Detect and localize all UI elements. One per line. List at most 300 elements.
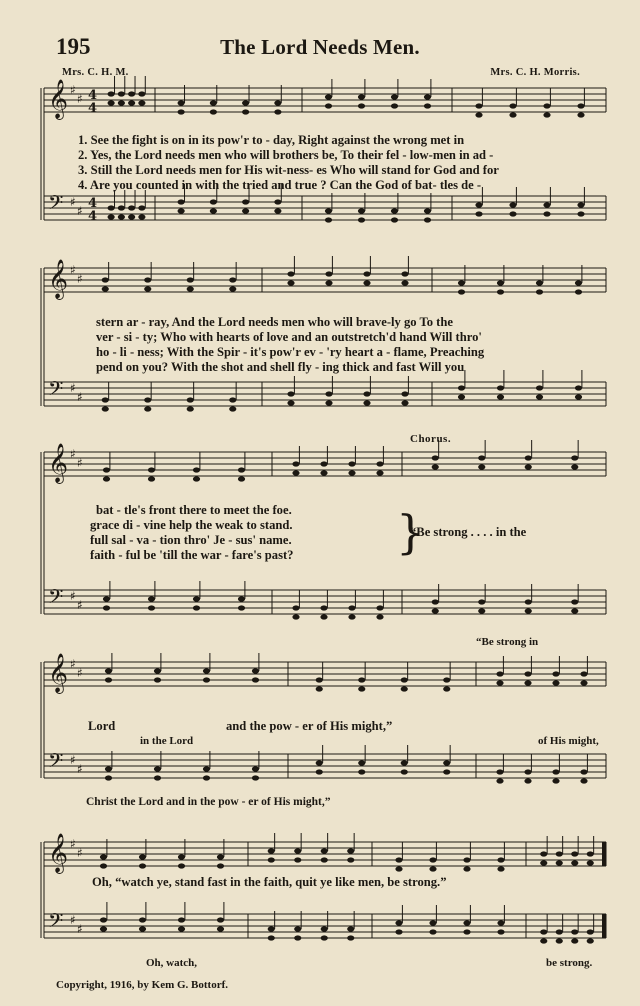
notehead xyxy=(478,608,485,613)
bass-clef-icon: 𝄢 xyxy=(48,585,64,613)
notehead xyxy=(242,109,249,114)
notehead xyxy=(556,851,563,856)
notehead xyxy=(178,926,185,931)
notehead xyxy=(401,686,408,691)
notehead xyxy=(358,760,365,765)
notehead xyxy=(348,614,355,619)
music-credit: Mrs. C. H. Morris. xyxy=(490,67,580,78)
notehead xyxy=(577,211,584,216)
notehead xyxy=(580,778,587,783)
notehead xyxy=(395,929,402,934)
notehead xyxy=(524,778,531,783)
notehead xyxy=(316,686,323,691)
notehead xyxy=(217,917,224,922)
notehead xyxy=(401,760,408,765)
sharp-icon: ♯ xyxy=(77,666,83,680)
notehead xyxy=(139,926,146,931)
notehead xyxy=(463,920,470,925)
notehead xyxy=(178,199,185,204)
notehead xyxy=(348,605,355,610)
notehead xyxy=(217,863,224,868)
notehead xyxy=(154,775,161,780)
verse-4-line-3: faith - ful be 'till the war - fare's past? xyxy=(90,548,294,562)
notehead xyxy=(443,760,450,765)
notehead xyxy=(238,605,245,610)
notehead xyxy=(210,109,217,114)
notehead xyxy=(321,935,328,940)
notehead xyxy=(432,455,439,460)
notehead xyxy=(103,596,110,601)
notehead xyxy=(347,848,354,853)
notehead xyxy=(229,406,236,411)
notehead xyxy=(391,103,398,108)
notehead xyxy=(242,100,249,105)
notehead xyxy=(540,860,547,865)
notehead xyxy=(108,214,115,219)
notehead xyxy=(178,917,185,922)
notehead xyxy=(294,935,301,940)
sharp-icon: ♯ xyxy=(77,390,83,404)
notehead xyxy=(144,277,151,282)
notehead xyxy=(144,397,151,402)
notehead xyxy=(102,406,109,411)
notehead xyxy=(509,112,516,117)
final-barline xyxy=(602,842,606,866)
notehead xyxy=(571,860,578,865)
notehead xyxy=(429,866,436,871)
sharp-icon: ♯ xyxy=(77,762,83,776)
notehead xyxy=(320,605,327,610)
notehead xyxy=(102,286,109,291)
notehead xyxy=(571,599,578,604)
notehead xyxy=(552,769,559,774)
notehead xyxy=(497,929,504,934)
notehead xyxy=(325,391,332,396)
notehead xyxy=(358,208,365,213)
notehead xyxy=(287,280,294,285)
notehead xyxy=(347,926,354,931)
time-signature-bottom: 4 xyxy=(88,101,98,116)
notehead xyxy=(540,929,547,934)
notehead xyxy=(193,596,200,601)
notehead xyxy=(443,686,450,691)
verse-4-line-1: 4. Are you counted in with the tried and true ? Can the God of bat- tles de - xyxy=(78,178,482,192)
notehead xyxy=(497,866,504,871)
notehead xyxy=(178,109,185,114)
notehead xyxy=(320,470,327,475)
notehead xyxy=(294,848,301,853)
notehead xyxy=(325,280,332,285)
verse-3-line-3: full sal - va - tion thro' Je - sus' name. xyxy=(90,533,292,547)
notehead xyxy=(274,208,281,213)
notehead xyxy=(424,94,431,99)
notehead xyxy=(242,208,249,213)
notehead xyxy=(325,94,332,99)
notehead xyxy=(524,671,531,676)
notehead xyxy=(118,91,125,96)
notehead xyxy=(463,929,470,934)
notehead xyxy=(203,668,210,673)
notehead xyxy=(458,289,465,294)
notehead xyxy=(210,100,217,105)
chorus-inner-line-2a: in the Lord xyxy=(140,735,194,747)
notehead xyxy=(580,671,587,676)
notehead xyxy=(229,286,236,291)
notehead xyxy=(543,211,550,216)
notehead xyxy=(268,926,275,931)
notehead xyxy=(268,857,275,862)
notehead xyxy=(571,851,578,856)
notehead xyxy=(429,929,436,934)
notehead xyxy=(556,929,563,934)
notehead xyxy=(401,391,408,396)
notehead xyxy=(536,394,543,399)
notehead xyxy=(363,280,370,285)
notehead xyxy=(424,208,431,213)
notehead xyxy=(376,614,383,619)
notehead xyxy=(509,202,516,207)
notehead xyxy=(320,461,327,466)
notehead xyxy=(128,100,135,105)
chorus-line-2-start: Lord xyxy=(88,719,116,733)
notehead xyxy=(395,920,402,925)
notehead xyxy=(268,848,275,853)
notehead xyxy=(105,677,112,682)
notehead xyxy=(496,769,503,774)
notehead xyxy=(242,199,249,204)
notehead xyxy=(347,935,354,940)
notehead xyxy=(138,100,145,105)
notehead xyxy=(287,400,294,405)
notehead xyxy=(587,929,594,934)
treble-clef-icon: 𝄞 xyxy=(48,443,69,483)
hymn-title: The Lord Needs Men. xyxy=(220,35,420,59)
notehead xyxy=(193,467,200,472)
notehead xyxy=(524,680,531,685)
chorus-label: Chorus. xyxy=(410,433,452,445)
notehead xyxy=(496,778,503,783)
notehead xyxy=(321,857,328,862)
sharp-icon: ♯ xyxy=(70,837,76,851)
sharp-icon: ♯ xyxy=(77,922,83,936)
bass-clef-icon: 𝄢 xyxy=(48,377,64,405)
notehead xyxy=(274,100,281,105)
verse-3-line-1: 3. Still the Lord needs men for His wit-ness- es Who will stand for God and for xyxy=(78,163,499,177)
verse-4-line-2: pend on you? With the shot and shell fly - ing thick and fast Will you xyxy=(96,360,465,374)
time-signature-bottom: 4 xyxy=(88,209,98,224)
notehead xyxy=(148,605,155,610)
notehead xyxy=(424,217,431,222)
notehead xyxy=(401,400,408,405)
notehead xyxy=(429,857,436,862)
sharp-icon: ♯ xyxy=(70,657,76,671)
notehead xyxy=(497,289,504,294)
sharp-icon: ♯ xyxy=(70,263,76,277)
notehead xyxy=(358,686,365,691)
notehead xyxy=(552,680,559,685)
notehead xyxy=(497,857,504,862)
notehead xyxy=(348,461,355,466)
notehead xyxy=(587,851,594,856)
notehead xyxy=(138,214,145,219)
hymn-number: 195 xyxy=(56,34,91,59)
notehead xyxy=(401,677,408,682)
notehead xyxy=(358,769,365,774)
notehead xyxy=(424,103,431,108)
notehead xyxy=(316,760,323,765)
notehead xyxy=(178,208,185,213)
sharp-icon: ♯ xyxy=(77,204,83,218)
notehead xyxy=(292,461,299,466)
chorus-line-3: Oh, “watch ye, stand fast in the faith, quit ye like men, be strong.” xyxy=(92,875,447,889)
notehead xyxy=(287,271,294,276)
notehead xyxy=(154,766,161,771)
notehead xyxy=(443,677,450,682)
notehead xyxy=(294,926,301,931)
notehead xyxy=(321,848,328,853)
notehead xyxy=(316,769,323,774)
notehead xyxy=(252,668,259,673)
notehead xyxy=(587,860,594,865)
notehead xyxy=(321,926,328,931)
notehead xyxy=(108,205,115,210)
notehead xyxy=(540,938,547,943)
notehead xyxy=(287,391,294,396)
treble-clef-icon: 𝄞 xyxy=(48,79,69,119)
notehead xyxy=(376,461,383,466)
notehead xyxy=(358,94,365,99)
sharp-icon: ♯ xyxy=(70,913,76,927)
notehead xyxy=(577,202,584,207)
notehead xyxy=(148,467,155,472)
notehead xyxy=(478,599,485,604)
notehead xyxy=(587,938,594,943)
notehead xyxy=(577,112,584,117)
notehead xyxy=(571,929,578,934)
chorus-line-2: and the pow - er of His might,” xyxy=(226,719,393,733)
chorus-inner-line-2b: of His might, xyxy=(538,735,599,747)
notehead xyxy=(401,280,408,285)
notehead xyxy=(325,217,332,222)
notehead xyxy=(575,394,582,399)
notehead xyxy=(118,100,125,105)
chorus-bass-line-3b: be strong. xyxy=(546,957,593,969)
bass-clef-icon: 𝄢 xyxy=(48,191,64,219)
notehead xyxy=(496,680,503,685)
notehead xyxy=(100,863,107,868)
notehead xyxy=(217,926,224,931)
notehead xyxy=(358,103,365,108)
notehead xyxy=(103,476,110,481)
sharp-icon: ♯ xyxy=(77,846,83,860)
notehead xyxy=(432,599,439,604)
notehead xyxy=(395,857,402,862)
notehead xyxy=(128,214,135,219)
bass-clef-icon: 𝄢 xyxy=(48,749,64,777)
chorus-bass-line-3a: Oh, watch, xyxy=(146,957,198,969)
notehead xyxy=(401,769,408,774)
notehead xyxy=(497,394,504,399)
sharp-icon: ♯ xyxy=(70,83,76,97)
notehead xyxy=(575,385,582,390)
sharp-icon: ♯ xyxy=(77,598,83,612)
notehead xyxy=(525,608,532,613)
notehead xyxy=(229,397,236,402)
notehead xyxy=(103,605,110,610)
notehead xyxy=(128,91,135,96)
notehead xyxy=(536,385,543,390)
notehead xyxy=(496,671,503,676)
verse-2-line-2: ver - si - ty; Who with hearts of love and an outstretch'd hand Will thro' xyxy=(96,330,482,344)
notehead xyxy=(274,109,281,114)
notehead xyxy=(238,596,245,601)
notehead xyxy=(203,677,210,682)
notehead xyxy=(154,668,161,673)
sharp-icon: ♯ xyxy=(70,447,76,461)
notehead xyxy=(580,769,587,774)
notehead xyxy=(458,385,465,390)
notehead xyxy=(108,100,115,105)
notehead xyxy=(178,100,185,105)
notehead xyxy=(556,938,563,943)
notehead xyxy=(325,208,332,213)
notehead xyxy=(320,614,327,619)
notehead xyxy=(575,289,582,294)
sharp-icon: ♯ xyxy=(77,456,83,470)
notehead xyxy=(138,205,145,210)
notehead xyxy=(478,464,485,469)
notehead xyxy=(509,211,516,216)
notehead xyxy=(347,857,354,862)
notehead xyxy=(543,103,550,108)
notehead xyxy=(229,277,236,282)
verse-2-line-3: grace di - vine help the weak to stand. xyxy=(90,518,293,532)
verse-1-line-1: 1. See the fight is on in its pow'r to - day, Right against the wrong met in xyxy=(78,133,465,147)
notehead xyxy=(571,608,578,613)
notehead xyxy=(238,476,245,481)
notehead xyxy=(325,103,332,108)
treble-clef-icon: 𝄞 xyxy=(48,259,69,299)
notehead xyxy=(294,857,301,862)
notehead xyxy=(292,614,299,619)
notehead xyxy=(475,211,482,216)
sharp-icon: ♯ xyxy=(77,272,83,286)
notehead xyxy=(525,455,532,460)
notehead xyxy=(556,860,563,865)
notehead xyxy=(178,854,185,859)
chorus-line-1: “Be strong . . . . in the xyxy=(410,525,527,539)
chorus-bass-line-1: “Be strong in xyxy=(476,636,539,648)
notehead xyxy=(187,286,194,291)
notehead xyxy=(571,938,578,943)
notehead xyxy=(363,271,370,276)
notehead xyxy=(139,917,146,922)
notehead xyxy=(252,775,259,780)
words-credit: Mrs. C. H. M. xyxy=(62,67,129,78)
notehead xyxy=(100,854,107,859)
chorus-bass-line-2: Christ the Lord and in the pow - er of His might,” xyxy=(86,796,331,808)
notehead xyxy=(144,406,151,411)
notehead xyxy=(543,112,550,117)
notehead xyxy=(432,464,439,469)
notehead xyxy=(148,596,155,601)
notehead xyxy=(478,455,485,460)
notehead xyxy=(571,455,578,460)
notehead xyxy=(395,866,402,871)
final-barline xyxy=(602,914,606,938)
notehead xyxy=(443,769,450,774)
notehead xyxy=(363,400,370,405)
notehead xyxy=(268,935,275,940)
notehead xyxy=(252,677,259,682)
notehead xyxy=(178,863,185,868)
notehead xyxy=(138,91,145,96)
copyright-notice: Copyright, 1916, by Kem G. Bottorf. xyxy=(56,979,229,991)
notehead xyxy=(497,280,504,285)
notehead xyxy=(391,217,398,222)
treble-clef-icon: 𝄞 xyxy=(48,833,69,873)
notehead xyxy=(105,668,112,673)
notehead xyxy=(552,778,559,783)
notehead xyxy=(203,766,210,771)
notehead xyxy=(102,397,109,402)
notehead xyxy=(571,464,578,469)
verse-3-line-2: ho - li - ness; With the Spir - it's pow'r ev - 'ry heart a - flame, Preaching xyxy=(96,345,485,359)
sharp-icon: ♯ xyxy=(70,753,76,767)
notehead xyxy=(363,391,370,396)
notehead xyxy=(432,608,439,613)
treble-clef-icon: 𝄞 xyxy=(48,653,69,693)
notehead xyxy=(148,476,155,481)
time-signature-top: 4 xyxy=(88,88,98,103)
notehead xyxy=(102,277,109,282)
notehead xyxy=(525,599,532,604)
verse-2-line-1: 2. Yes, the Lord needs men who will brothers be, To their fel - low-men in ad - xyxy=(78,148,494,162)
notehead xyxy=(144,286,151,291)
notehead xyxy=(575,280,582,285)
notehead xyxy=(463,857,470,862)
notehead xyxy=(139,854,146,859)
sharp-icon: ♯ xyxy=(70,589,76,603)
notehead xyxy=(391,94,398,99)
notehead xyxy=(536,280,543,285)
notehead xyxy=(475,202,482,207)
notehead xyxy=(100,917,107,922)
notehead xyxy=(376,470,383,475)
notehead xyxy=(536,289,543,294)
notehead xyxy=(325,271,332,276)
notehead xyxy=(108,91,115,96)
notehead xyxy=(274,199,281,204)
notehead xyxy=(525,464,532,469)
notehead xyxy=(118,214,125,219)
notehead xyxy=(540,851,547,856)
notehead xyxy=(458,280,465,285)
notehead xyxy=(217,854,224,859)
notehead xyxy=(252,766,259,771)
notehead xyxy=(475,112,482,117)
notehead xyxy=(193,476,200,481)
notehead xyxy=(358,217,365,222)
notehead xyxy=(475,103,482,108)
notehead xyxy=(458,394,465,399)
notehead xyxy=(429,920,436,925)
notehead xyxy=(187,406,194,411)
notehead xyxy=(348,470,355,475)
notehead xyxy=(210,199,217,204)
verse-1-line-3: bat - tle's front there to meet the foe. xyxy=(96,503,292,517)
notehead xyxy=(118,205,125,210)
